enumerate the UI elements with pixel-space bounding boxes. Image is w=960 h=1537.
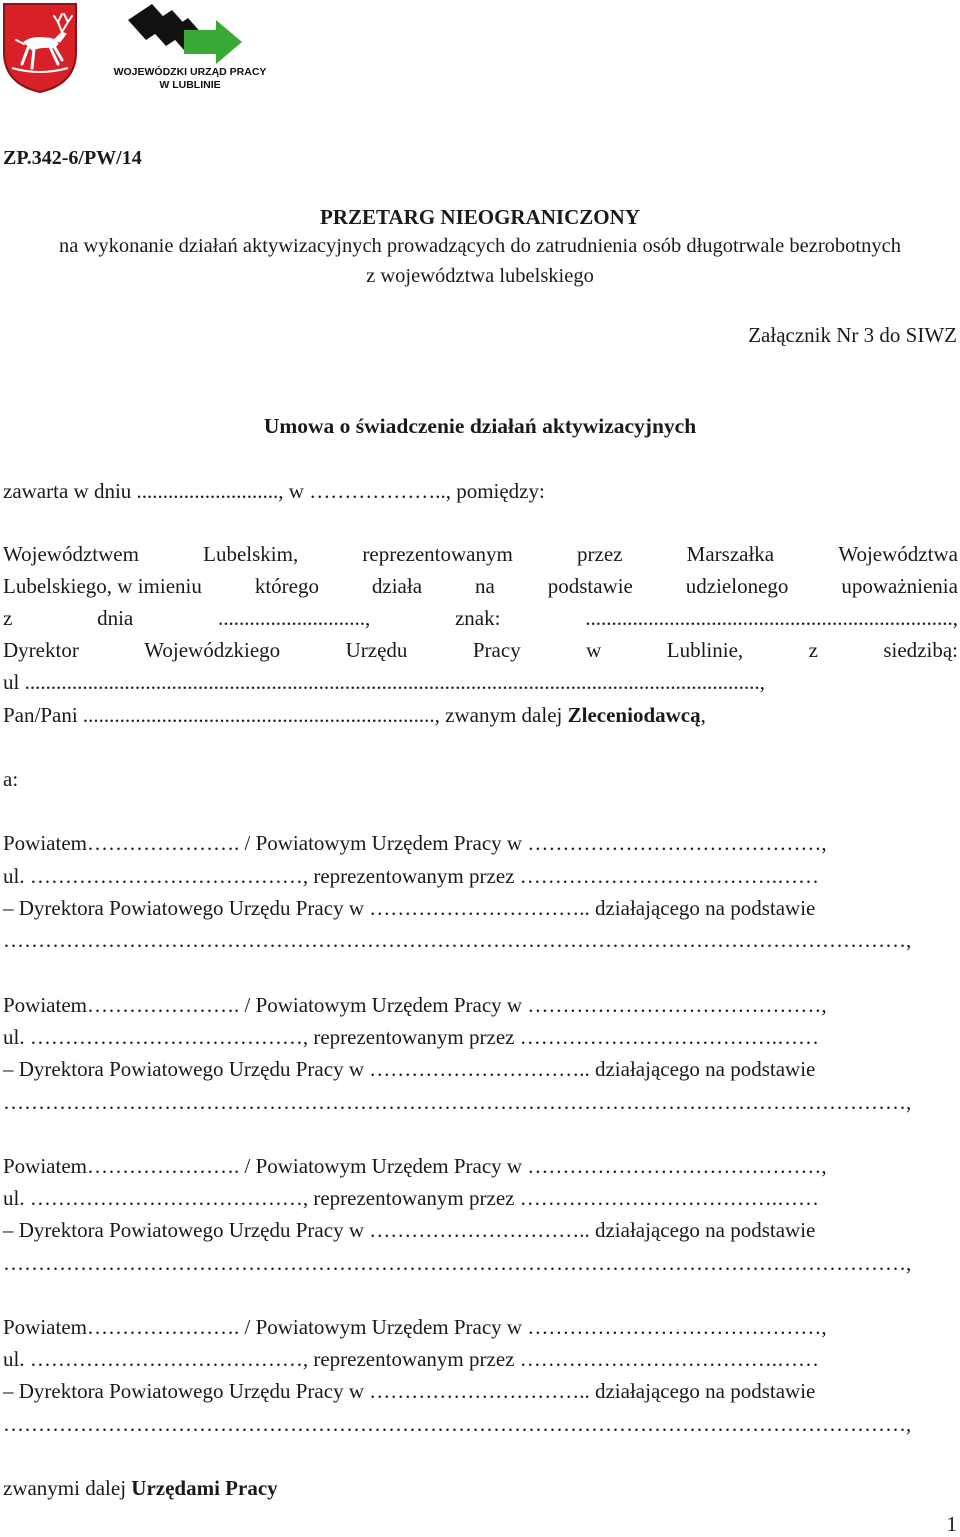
party1-line3: [3, 606, 958, 631]
word: Dyrektor: [3, 638, 79, 662]
party1-line5: ul ............................................................................................................................................,: [3, 670, 765, 694]
block2-line1: Powiatem…………………. / Powiatowym Urzędem Pracy w ……………………………………,: [3, 993, 827, 1017]
block3-line4: …………………………………………………………………………………………………………………,: [3, 1251, 912, 1275]
closing-prefix: zwanymi dalej: [3, 1476, 132, 1500]
block1-line4: …………………………………………………………………………………………………………………,: [3, 928, 912, 952]
word: upoważnienia: [841, 574, 958, 598]
tender-subtitle-line1: na wykonanie działań aktywizacyjnych prowadzących do zatrudnienia osób długotrwale bezrobotnych: [59, 235, 901, 257]
block2-line3: – Dyrektora Powiatowego Urzędu Pracy w ………………………….. działającego na podstawie: [3, 1057, 816, 1081]
attachment-label: Załącznik Nr 3 do SIWZ: [748, 323, 957, 347]
reference-number: ZP.342-6/PW/14: [3, 147, 142, 169]
labour-offices-term: Urzędami Pracy: [131, 1476, 278, 1500]
word: przez: [577, 542, 623, 566]
block3-line1: Powiatem…………………. / Powiatowym Urzędem Pracy w ……………………………………,: [3, 1154, 827, 1178]
word: podstawie: [547, 574, 633, 598]
party1-line6: [3, 703, 706, 728]
block3-line2: ul. …………………………………, reprezentowanym przez ……………………………….……: [3, 1186, 819, 1210]
word: siedzibą:: [883, 638, 958, 662]
word: dnia: [97, 606, 134, 630]
word: na: [474, 574, 495, 598]
coat-of-arms-deer-icon: [2, 2, 78, 100]
contract-title: Umowa o świadczenie działań aktywizacyjnych: [263, 414, 697, 438]
tender-subtitle-line2: z województwa lubelskiego: [366, 265, 594, 287]
word: ......................................................................,: [585, 606, 958, 630]
institution-name: [110, 66, 270, 92]
block4-line4: …………………………………………………………………………………………………………………,: [3, 1412, 912, 1436]
block4-line3: – Dyrektora Powiatowego Urzędu Pracy w ………………………….. działającego na podstawie: [3, 1379, 816, 1403]
word: w: [586, 638, 602, 662]
word: Województwem: [3, 542, 139, 566]
word: Urzędu: [345, 638, 408, 662]
block3-line3: – Dyrektora Powiatowego Urzędu Pracy w ………………………….. działającego na podstawie: [3, 1218, 816, 1242]
word: Województwa: [838, 542, 958, 566]
word: znak:: [454, 606, 501, 630]
client-term: Zleceniodawcą: [567, 703, 701, 727]
word: Wojewódzkiego: [144, 638, 281, 662]
party1-line6-prefix: Pan/Pani ..................................................................., zwanym dalej: [3, 703, 568, 727]
institution-line1: WOJEWÓDZKI URZĄD PRACY: [113, 66, 267, 78]
block4-line1: Powiatem…………………. / Powiatowym Urzędem Pracy w ……………………………………,: [3, 1315, 827, 1339]
word: Lubelskim,: [203, 542, 299, 566]
party1-line4: [3, 638, 958, 663]
block2-line2: ul. …………………………………, reprezentowanym przez ……………………………….……: [3, 1025, 819, 1049]
conjunction: a:: [3, 767, 19, 791]
party1-line1: [3, 542, 958, 567]
party1-line6-suffix: ,: [700, 703, 706, 727]
word: Marszałka: [686, 542, 775, 566]
block1-line2: ul. …………………………………, reprezentowanym przez ……………………………….……: [3, 864, 819, 888]
word: którego: [254, 574, 319, 598]
block2-line4: …………………………………………………………………………………………………………………,: [3, 1090, 912, 1114]
word: udzielonego: [685, 574, 789, 598]
closing-line: [3, 1476, 278, 1501]
party1-line2: [3, 574, 958, 599]
word: ............................,: [217, 606, 371, 630]
block1-line1: Powiatem…………………. / Powiatowym Urzędem Pracy w ……………………………………,: [3, 831, 827, 855]
word: Pracy: [472, 638, 521, 662]
block4-line2: ul. …………………………………, reprezentowanym przez ……………………………….……: [3, 1347, 819, 1371]
tender-title: PRZETARG NIEOGRANICZONY: [320, 205, 640, 229]
intro-line: zawarta w dniu ..........................., w ……………….., pomiędzy:: [3, 479, 545, 503]
block1-line3: – Dyrektora Powiatowego Urzędu Pracy w ………………………….. działającego na podstawie: [3, 896, 816, 920]
institution-line2: W LUBLINIE: [159, 79, 221, 91]
word: Lublinie,: [666, 638, 744, 662]
word: działa: [371, 574, 423, 598]
page-number: 1: [946, 1512, 957, 1536]
word: z: [808, 638, 818, 662]
word: Lubelskiego, w imieniu: [3, 574, 202, 598]
word: reprezentowanym: [362, 542, 513, 566]
word: z: [3, 606, 13, 630]
